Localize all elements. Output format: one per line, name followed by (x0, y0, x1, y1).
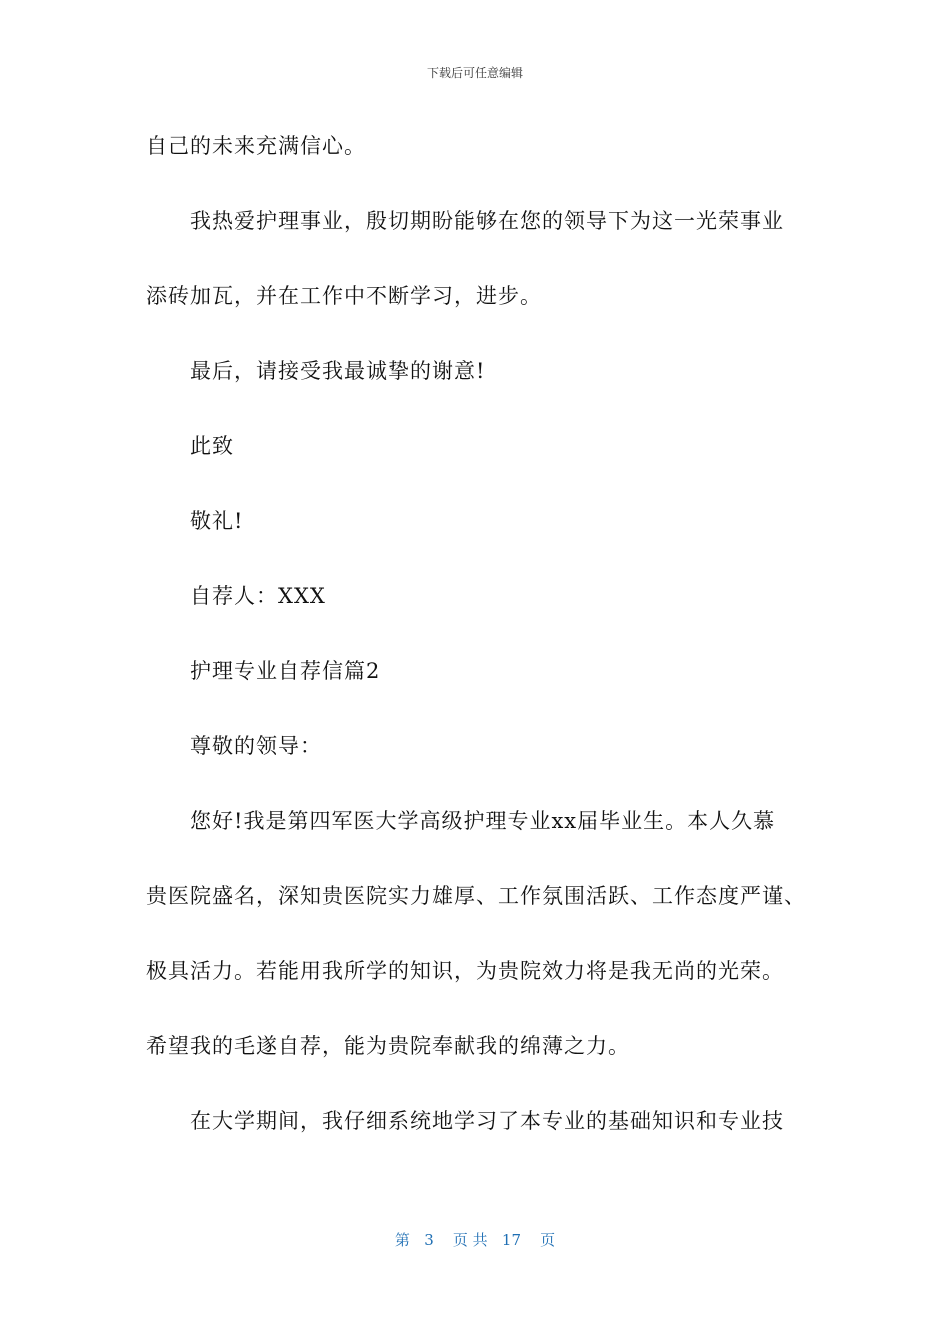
closing-line: 此致 (190, 434, 234, 458)
salutation: 尊敬的领导： (190, 734, 322, 758)
section-title: 护理专业自荐信篇2 (190, 659, 381, 683)
paragraph-line: 贵医院盛名，深知贵医院实力雄厚、工作氛围活跃、工作态度严谨、 (146, 884, 806, 908)
page-header: 下载后可任意编辑 (426, 66, 523, 80)
paragraph-line: 极具活力。若能用我所学的知识，为贵院效力将是我无尚的光荣。 (146, 959, 784, 983)
closing-line: 敬礼! (190, 509, 244, 533)
page-footer: 第 3 页 共 17 页 (394, 1231, 556, 1249)
paragraph-line: 最后，请接受我最诚挚的谢意! (190, 359, 486, 383)
paragraph-line: 我热爱护理事业，殷切期盼能够在您的领导下为这一光荣事业 (190, 209, 784, 233)
paragraph-line: 您好!我是第四军医大学高级护理专业xx届毕业生。本人久慕 (190, 809, 776, 833)
paragraph-line: 自己的未来充满信心。 (146, 134, 366, 158)
paragraph-line: 希望我的毛遂自荐，能为贵院奉献我的绵薄之力。 (146, 1034, 630, 1058)
paragraph-line: 添砖加瓦，并在工作中不断学习，进步。 (146, 284, 542, 308)
signature-line: 自荐人：XXX (190, 584, 326, 608)
paragraph-line: 在大学期间，我仔细系统地学习了本专业的基础知识和专业技 (190, 1109, 784, 1133)
